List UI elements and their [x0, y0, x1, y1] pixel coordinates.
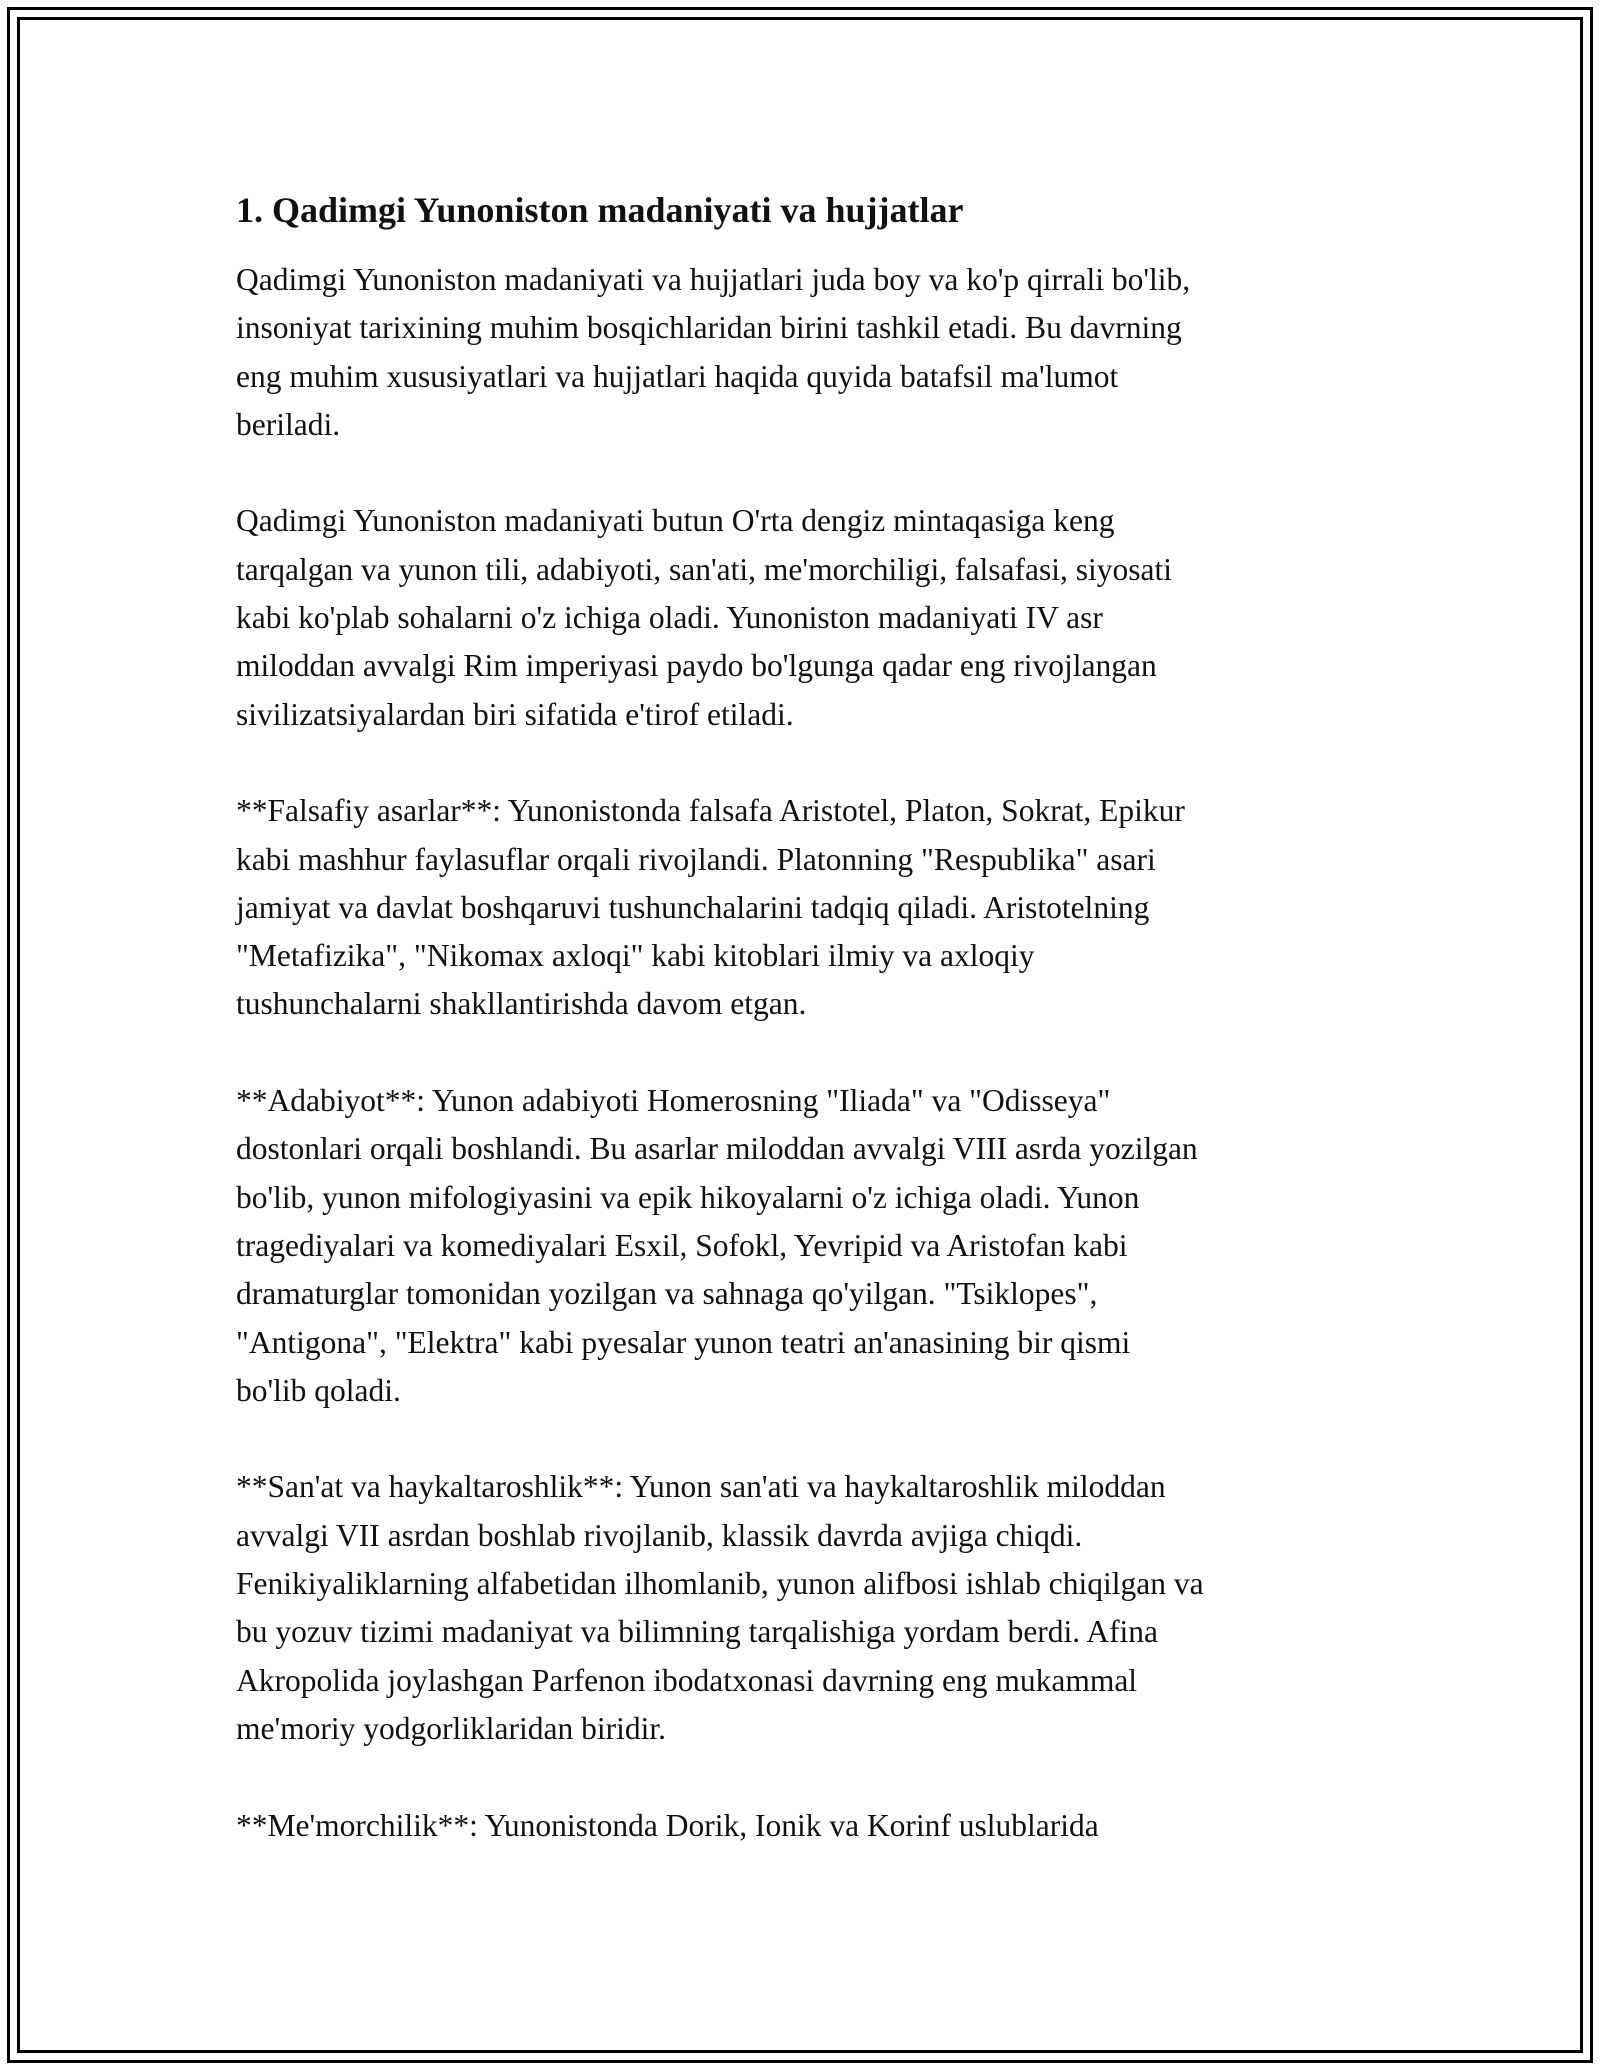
paragraph-line: "Antigona", "Elektra" kabi pyesalar yunon teatri an'anasining bir qismi: [236, 1324, 1131, 1360]
paragraph-line: Qadimgi Yunoniston madaniyati va hujjatlari juda boy va ko'p qirrali bo'lib,: [236, 262, 1191, 297]
paragraph-line: avvalgi VII asrdan boshlab rivojlanib, klassik davrda avjiga chiqdi.: [236, 1517, 1083, 1553]
paragraph-line: tragediyalari va komediyalari Esxil, Sofokl, Yevripid va Aristofan kabi: [236, 1227, 1128, 1263]
paragraph-line: tarqalgan va yunon tili, adabiyoti, san'ati, me'morchiligi, falsafasi, siyosati: [236, 551, 1173, 587]
paragraph-line: insoniyat tarixining muhim bosqichlaridan birini tashkil etadi. Bu davrning: [236, 310, 1182, 346]
paragraph-line: **Falsafiy asarlar**: Yunonistonda falsafa Aristotel, Platon, Sokrat, Epikur: [236, 793, 1185, 829]
paragraph-literature: [236, 1077, 1376, 1415]
paragraph-line: kabi ko'plab sohalarni o'z ichiga oladi. Yunoniston madaniyati IV asr: [236, 600, 1103, 636]
paragraph-line: eng muhim xususiyatlari va hujjatlari haqida quyida batafsil ma'lumot: [236, 358, 1119, 394]
paragraph-line: tushunchalarni shakllantirishda davom etgan.: [236, 986, 807, 1022]
paragraph-line: **Adabiyot**: Yunon adabiyoti Homerosning "Iliada" va "Odisseya": [236, 1083, 1111, 1119]
paragraph-philosophy: [236, 787, 1376, 1028]
paragraph-line: kabi mashhur faylasuflar orqali rivojlandi. Platonning "Respublika" asari: [236, 841, 1156, 877]
paragraph-line: beriladi.: [236, 406, 341, 442]
document-body: [236, 186, 1376, 1898]
paragraph-overview: [236, 497, 1376, 738]
paragraph-line: Fenikiyaliklarning alfabetidan ilhomlanib, yunon alifbosi ishlab chiqilgan va: [236, 1566, 1204, 1602]
paragraph-line: Akropolida joylashgan Parfenon ibodatxonasi davrning eng mukammal: [236, 1662, 1138, 1698]
paragraph-line: jamiyat va davlat boshqaruvi tushunchalarini tadqiq qiladi. Aristotelning: [236, 889, 1150, 925]
paragraph-line: **San'at va haykaltaroshlik**: Yunon san'ati va haykaltaroshlik miloddan: [236, 1469, 1166, 1505]
paragraph-line: dramaturglar tomonidan yozilgan va sahnaga qo'yilgan. "Tsiklopes",: [236, 1276, 1098, 1312]
paragraph-line: **Me'morchilik**: Yunonistonda Dorik, Ionik va Korinf uslublarida: [236, 1807, 1099, 1843]
section-heading: 1. Qadimgi Yunoniston madaniyati va hujjatlar: [236, 190, 964, 230]
paragraph-architecture: [236, 1802, 1376, 1850]
paragraph-intro: [236, 256, 1376, 449]
paragraph-line: me'moriy yodgorliklaridan biridir.: [236, 1710, 666, 1746]
paragraph-line: "Metafizika", "Nikomax axloqi" kabi kitoblari ilmiy va axloqiy: [236, 938, 1035, 974]
paragraph-line: bo'lib, yunon mifologiyasini va epik hikoyalarni o'z ichiga oladi. Yunon: [236, 1179, 1140, 1215]
paragraph-line: Qadimgi Yunoniston madaniyati butun O'rta dengiz mintaqasiga keng: [236, 503, 1115, 539]
paragraph-line: sivilizatsiyalardan biri sifatida e'tirof etiladi.: [236, 696, 794, 732]
paragraph-line: miloddan avvalgi Rim imperiyasi paydo bo'lgunga qadar eng rivojlangan: [236, 648, 1157, 684]
paragraph-line: dostonlari orqali boshlandi. Bu asarlar miloddan avvalgi VIII asrda yozilgan: [236, 1131, 1198, 1167]
paragraph-line: bu yozuv tizimi madaniyat va bilimning tarqalishiga yordam berdi. Afina: [236, 1614, 1159, 1650]
paragraph-art: [236, 1463, 1376, 1753]
paragraph-line: bo'lib qoladi.: [236, 1372, 401, 1408]
